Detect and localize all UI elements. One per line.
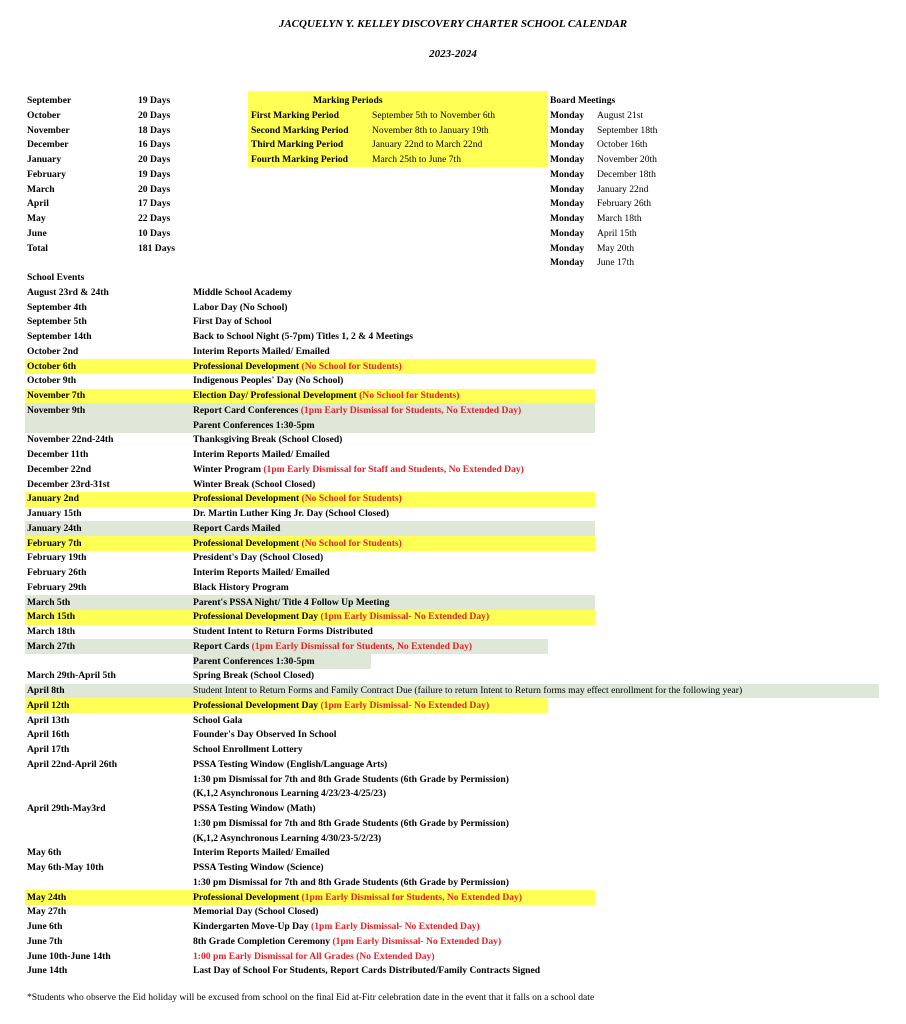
marking-period-range: March 25th to June 7th [372,154,461,165]
event-description [193,846,330,860]
month-name: October [27,109,61,121]
board-meeting-day: Monday [550,168,585,180]
event-text: Report Cards Mailed [193,522,281,534]
event-description [193,891,522,905]
event-date: November 22nd-24th [27,434,114,446]
month-name: January [27,154,62,165]
event-text: Founder's Day Observed In School [193,729,337,741]
event-note: (No School for Students) [299,537,402,549]
event-text: First Day of School [193,316,272,328]
event-description [193,802,316,816]
event-text: 1:30 pm Dismissal for 7th and 8th Grade Students (6th Grade by Permission) [193,817,509,829]
event-text: Middle School Academy [193,286,293,298]
event-date: December 22nd [27,463,92,475]
month-name: September [27,95,72,106]
month-name: April [27,198,49,210]
event-date: March 5th [27,596,71,608]
event-date: February 7th [27,537,82,549]
month-name: November [27,124,70,136]
event-description [193,920,480,934]
month-days: 18 Days [138,124,171,136]
event-description [193,315,272,329]
event-date: January 2nd [27,493,79,505]
board-meeting-day: Monday [550,198,585,210]
event-date: June 10th-June 14th [27,950,111,962]
board-meeting-date: April 15th [597,227,637,239]
event-description [193,404,521,418]
event-date: April 8th [27,685,65,696]
event-note: (1pm Early Dismissal for Students, No Extended Day) [298,404,522,416]
event-note: (1pm Early Dismissal for Students, No Extended Day) [299,891,523,903]
event-description [193,360,402,374]
board-meeting-date: August 21st [597,109,644,121]
event-text: Spring Break (School Closed) [193,670,315,682]
event-description [193,758,387,772]
event-text: 8th Grade Completion Ceremony [193,935,331,947]
event-description [193,330,413,344]
marking-periods-heading: Marking Periods [313,95,383,106]
event-date: October 6th [27,360,77,372]
event-description [193,389,459,403]
event-note: (1pm Early Dismissal- No Extended Day) [318,611,490,623]
event-note: (1pm Early Dismissal- No Extended Day) [308,921,480,932]
event-description [193,448,330,462]
event-date: April 29th-May3rd [27,803,106,814]
event-text: (K,1,2 Asynchronous Learning 4/30/23-5/2/23) [193,832,382,844]
board-meeting-day: Monday [550,242,585,254]
marking-period-name: Fourth Marking Period [251,154,348,165]
event-text: (K,1,2 Asynchronous Learning 4/23/23-4/25/23) [193,788,387,800]
event-date: September 5th [27,316,87,328]
event-date: March 15th [27,611,76,623]
event-description [193,876,509,890]
event-note: (No School for Students) [356,390,460,401]
month-name: May [27,213,46,224]
calendar-title: JACQUELYN Y. KELLEY DISCOVERY CHARTER SCHOOL CALENDAR [278,18,628,30]
event-text: School Gala [193,714,243,726]
event-text: Report Cards [193,640,250,652]
board-meeting-day: Monday [550,154,585,165]
event-date: January 15th [27,508,82,519]
marking-period-range: September 5th to November 6th [372,109,496,121]
event-description [193,714,242,728]
board-meeting-date: March 18th [597,213,642,224]
event-note: (1pm Early Dismissal for Students, No Extended Day) [249,640,473,652]
event-description [193,640,472,654]
event-description [193,581,289,595]
event-date: June 14th [27,965,68,977]
event-text: Dr. Martin Luther King Jr. Day (School Closed) [193,508,390,519]
event-date: May 24th [27,891,67,903]
event-date: February 19th [27,552,87,564]
event-description [193,433,342,447]
event-description [193,374,343,388]
event-text: President's Day (School Closed) [193,552,324,564]
board-meeting-date: November 20th [597,154,657,165]
event-description [193,551,323,565]
event-description [193,566,330,580]
event-note: (1pm Early Dismissal- No Extended Day) [330,935,502,947]
event-description [193,345,330,359]
event-date: May 27th [27,906,67,918]
board-meeting-day: Monday [550,109,585,121]
event-date: January 24th [27,522,82,534]
event-description [193,905,319,919]
event-date: November 9th [27,404,86,416]
board-meeting-date: February 26th [597,198,652,210]
event-description [193,625,373,639]
month-days: 16 Days [138,139,171,151]
event-description [193,596,389,610]
event-note: (1pm Early Dismissal for Staff and Students, No Extended Day) [260,463,524,475]
school-year: 2023-2024 [429,48,477,60]
event-date: March 18th [27,626,76,637]
event-description [193,684,742,698]
event-text: Memorial Day (School Closed) [193,906,319,918]
event-text: PSSA Testing Window (Science) [193,862,324,873]
board-meeting-date: October 16th [597,139,648,151]
event-date: March 29th-April 5th [27,670,116,682]
event-text: Professional Development Day [193,699,319,711]
event-text: Back to School Night (5-7pm) Titles 1, 2 & 4 Meetings [193,331,414,342]
event-text: PSSA Testing Window (English/Language Arts) [193,758,388,770]
month-name: June [27,227,47,239]
event-description [193,610,489,624]
event-date: October 9th [27,375,77,387]
event-description [193,537,402,551]
board-meeting-date: January 22nd [597,183,649,195]
month-days: 20 Days [138,154,171,165]
event-date: September 14th [27,331,92,342]
event-text: Report Card Conferences [193,404,299,416]
event-text: School Enrollment Lottery [193,744,303,755]
event-date: May 6th-May 10th [27,862,104,873]
event-text: Parent's PSSA Night/ Title 4 Follow Up Meeting [193,596,390,608]
event-date: April 16th [27,729,70,741]
event-date: April 13th [27,714,70,726]
marking-period-name: Second Marking Period [251,124,349,136]
board-meeting-date: May 20th [597,242,635,254]
month-days: 17 Days [138,198,171,210]
event-description [193,773,509,787]
event-description [193,463,524,477]
event-note: (No School for Students) [299,360,402,372]
event-text: Student Intent to Return Forms Distributed [193,626,373,637]
month-days: 19 Days [138,168,171,180]
event-text: Professional Development [193,360,300,372]
event-text: 1:30 pm Dismissal for 7th and 8th Grade Students (6th Grade by Permission) [193,773,509,785]
event-description [193,964,540,978]
event-text: Student Intent to Return Forms and Family Contract Due (failure to return Intent to Return forms may effect enrollment for the following year) [193,685,743,696]
event-text: Interim Reports Mailed/ Emailed [193,449,330,460]
board-meeting-day: Monday [550,183,585,195]
event-text: Last Day of School For Students, Report Cards Distributed/Family Contracts Signed [193,965,541,977]
event-date: August 23rd & 24th [27,286,109,298]
event-note: (1pm Early Dismissal- No Extended Day) [318,699,490,711]
month-days: 181 Days [138,242,176,254]
event-text: Indigenous Peoples' Day (No School) [193,375,344,387]
event-date: October 2nd [27,345,79,357]
event-date: December 11th [27,449,89,460]
month-days: 10 Days [138,227,171,239]
event-text: Winter Break (School Closed) [193,478,316,490]
month-days: 22 Days [138,213,171,224]
event-text: Winter Program [193,463,261,475]
event-text: Professional Development [193,537,300,549]
marking-period-range: November 8th to January 19th [372,124,489,136]
board-meeting-day: Monday [550,124,585,136]
month-days: 20 Days [138,109,171,121]
event-text: Labor Day (No School) [193,301,288,313]
event-text: Election Day/ Professional Development [193,390,357,401]
event-date: June 6th [27,921,63,932]
event-description [193,861,324,875]
event-description [193,669,314,683]
event-text: Professional Development [193,493,300,505]
event-text: Black History Program [193,581,289,593]
month-days: 20 Days [138,183,171,195]
marking-period-range: January 22nd to March 22nd [372,139,483,151]
event-description [193,522,280,536]
board-meeting-day: Monday [550,213,585,224]
event-description [193,817,509,831]
footnote: *Students who observe the Eid holiday will be excused from school on the final Eid at-Fitr celebration date in the event that it falls on a school date [27,992,595,1003]
event-text: Professional Development [193,891,300,903]
board-meeting-day: Monday [550,139,585,151]
event-description [193,492,402,506]
month-days: 19 Days [138,95,171,106]
event-description [193,301,287,315]
event-description [193,655,315,669]
event-text: Kindergarten Move-Up Day [193,921,309,932]
board-meeting-day: Monday [550,257,585,269]
event-description [193,832,381,846]
event-description [193,699,489,713]
event-text: Interim Reports Mailed/ Emailed [193,567,330,578]
month-name: February [27,168,66,180]
event-text: Parent Conferences 1:30-5pm [193,655,315,667]
event-date: March 27th [27,640,76,652]
event-text: Thanksgiving Break (School Closed) [193,434,343,446]
event-description [193,728,336,742]
event-date: December 23rd-31st [27,478,110,490]
event-date: November 7th [27,390,86,401]
event-date: April 12th [27,699,70,711]
event-text: Parent Conferences 1:30-5pm [193,419,315,431]
event-description [193,787,386,801]
marking-period-name: First Marking Period [251,109,339,121]
event-description [193,935,501,949]
event-text: PSSA Testing Window (Math) [193,803,316,814]
event-date: April 22nd-April 26th [27,758,118,770]
event-text: 1:30 pm Dismissal for 7th and 8th Grade Students (6th Grade by Permission) [193,876,509,888]
event-date: February 29th [27,581,87,593]
event-date: May 6th [27,847,62,859]
event-description [193,743,303,757]
event-text: Professional Development Day [193,611,319,623]
board-meeting-day: Monday [550,227,585,239]
month-name: Total [27,242,48,254]
board-meetings-heading: Board Meetings [550,95,616,106]
month-name: March [27,183,55,195]
event-date: June 7th [27,935,63,947]
event-text: Interim Reports Mailed/ Emailed [193,847,330,859]
board-meeting-date: December 18th [597,168,656,180]
highlight-band [25,521,595,536]
event-description [193,478,315,492]
event-description [193,507,389,521]
school-events-heading: School Events [27,272,85,283]
event-date: February 26th [27,567,87,578]
event-date: September 4th [27,301,87,313]
event-note: (No School for Students) [299,493,402,505]
board-meeting-date: September 18th [597,124,658,136]
event-note: 1:00 pm Early Dismissal for All Grades (No Extended Day) [193,950,435,962]
month-name: December [27,139,69,151]
event-description [193,419,315,433]
marking-period-name: Third Marking Period [251,139,344,151]
event-description [193,950,435,964]
event-description [193,286,292,300]
board-meeting-date: June 17th [597,257,635,269]
event-text: Interim Reports Mailed/ Emailed [193,345,330,357]
event-date: April 17th [27,744,70,755]
